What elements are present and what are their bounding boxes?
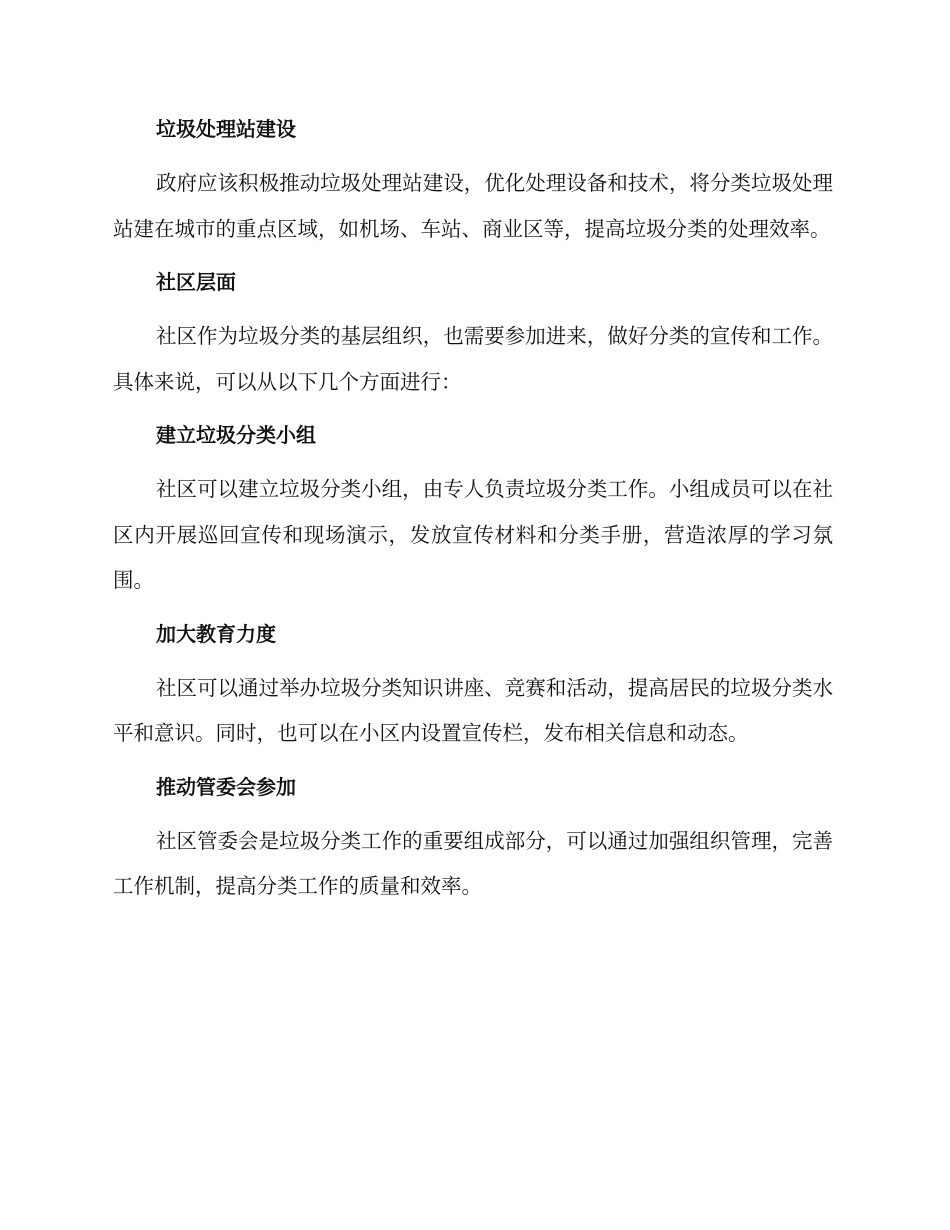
section-body-sorting-group: 社区可以建立垃圾分类小组，由专人负责垃圾分类工作。小组成员可以在社区内开展巡回宣传和现场演示，发放宣传材料和分类手册，营造浓厚的学习氛围。: [113, 477, 833, 592]
section-heading-community-level: 社区层面: [156, 270, 236, 294]
document-page: [113, 111, 833, 922]
section-heading-committee: 推动管委会参加: [156, 774, 296, 799]
section-heading-sorting-group: 建立垃圾分类小组: [156, 423, 316, 447]
section-body-committee: 社区管委会是垃圾分类工作的重要组成部分，可以通过加强组织管理，完善工作机制，提高分类工作的质量和效率。: [113, 828, 833, 898]
section-heading-waste-station: 垃圾处理站建设: [156, 117, 296, 141]
section-body-community-level: 社区作为垃圾分类的基层组织，也需要参加进来，做好分类的宣传和工作。具体来说，可以从以下几个方面进行：: [113, 324, 833, 394]
section-body-waste-station: 政府应该积极推动垃圾处理站建设，优化处理设备和技术，将分类垃圾处理站建在城市的重点区域，如机场、车站、商业区等，提高垃圾分类的处理效率。: [113, 171, 833, 241]
section-body-education: 社区可以通过举办垃圾分类知识讲座、竞赛和活动，提高居民的垃圾分类水平和意识。同时，也可以在小区内设置宣传栏，发布相关信息和动态。: [113, 675, 833, 745]
section-heading-education: 加大教育力度: [156, 621, 276, 646]
